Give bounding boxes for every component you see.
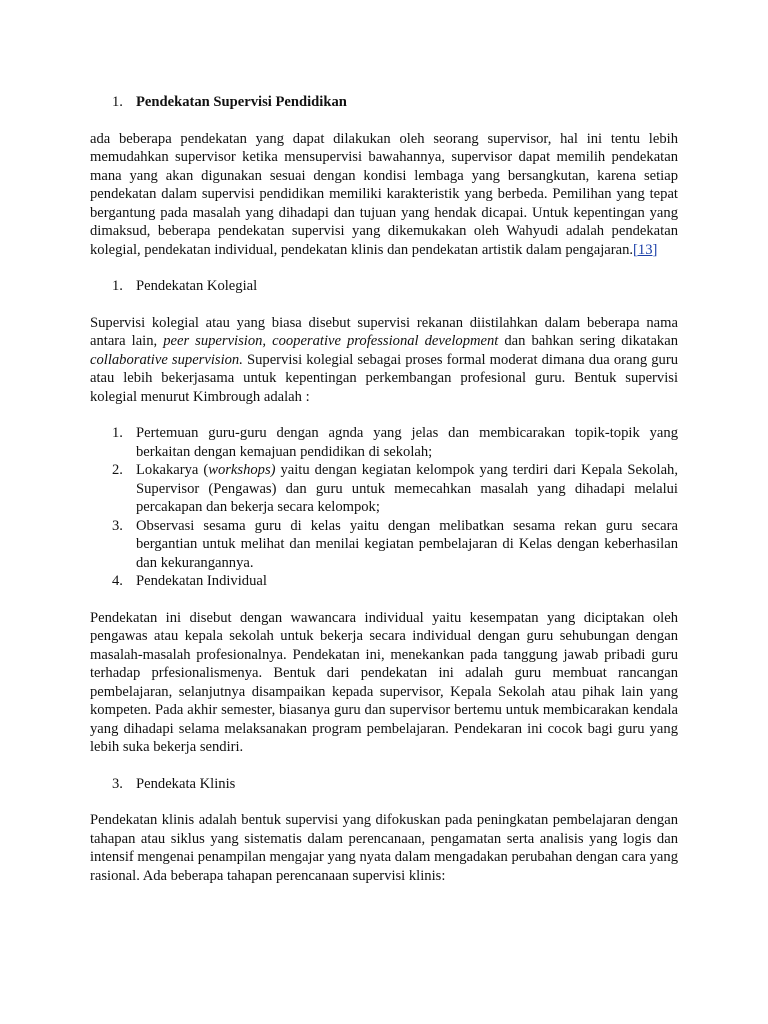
individual-paragraph: Pendekatan ini disebut dengan wawancara individual yaitu kesempatan yang diciptakan oleh pengawas atau kepala sekolah untuk bekerja secara individual dengan guru sehubungan dengan masalah-masalah profesionalnya. Pendekatan ini, menekankan pada tanggung jawab pribadi guru terhadap prfesionalismenya. Bentuk dari pendekatan ini adalah guru membuat rancangan pembelajaran, selanjutnya disampaikan kepada supervisor, Kepala Sekolah atau pihak lain yang kompeten. Pada akhir semester, biasanya guru dan supervisor bertemu untuk membicarakan kendala yang dihadapi selama melaksanakan program pembelajaran. Pendekaran ini cocok bagi guru yang lebih suka bekerja sendiri.: [90, 609, 678, 755]
list-item-text: [136, 461, 678, 517]
list-item-number: 3.: [112, 517, 123, 534]
list-item-text: Observasi sesama guru di kelas yaitu dengan melibatkan sesama rekan guru secara bergantian untuk melihat dan menilai kegiatan pembelajaran di Kelas dengan keberhasilan dan kekurangannya.: [136, 517, 678, 571]
section-heading-supervisi: [112, 93, 678, 112]
kolegial-text-1: Supervisi kolegial atau yang biasa disebut supervisi rekanan diistilahkan dalam beberapa nama antara lain,: [90, 314, 678, 349]
list-item-text-italic: workshops): [208, 462, 276, 478]
list-item-number: 1.: [112, 425, 123, 441]
section-title: Pendekata Klinis: [136, 775, 236, 792]
section-title: Pendekatan Kolegial: [136, 278, 258, 294]
intro-paragraph: [90, 130, 678, 260]
list-item-text: Pendekatan Individual: [136, 573, 267, 589]
list-item: [90, 517, 678, 573]
kolegial-text-3: Supervisi kolegial sebagai proses formal moderat dimana dua orang guru atau lebih bekerjasama untuk kepentingan perkembangan profesional guru. Bentuk supervisi kolegial menurut Kimbrough adalah :: [90, 351, 678, 405]
list-item: [90, 572, 678, 591]
klinis-paragraph: Pendekatan klinis adalah bentuk supervisi yang difokuskan pada peningkatan pembelajaran dengan tahapan atau siklus yang sistematis dalam perencanaan, pengamatan serta analisis yang logis dan intensif mengenai penampilan mengajar yang nyata dalam mengadakan perubahan dengan cara yang rasional. Ada beberapa tahapan perencanaan supervisi klinis:: [90, 812, 678, 884]
kolegial-text-2: dan bahkan sering dikatakan: [498, 333, 678, 349]
kolegial-list: [90, 424, 678, 591]
section-number: 1.: [112, 278, 123, 294]
list-item-text-a: Lokakarya (: [136, 462, 209, 478]
list-item-number: 4.: [112, 573, 123, 589]
section-title: Pendekatan Supervisi Pendidikan: [136, 94, 347, 110]
section-heading-kolegial: [112, 277, 678, 296]
kolegial-paragraph: [90, 314, 678, 407]
list-item: [90, 424, 678, 461]
list-item-number: 2.: [112, 462, 123, 478]
section-number: 1.: [112, 94, 123, 110]
section-heading-klinis: [112, 775, 678, 794]
list-item-text: Pertemuan guru-guru dengan agnda yang jelas dan membicarakan topik-topik yang berkaitan dengan kemajuan pendidikan di sekolah;: [136, 425, 678, 460]
citation-link[interactable]: [13]: [633, 241, 658, 258]
intro-text: ada beberapa pendekatan yang dapat dilakukan oleh seorang supervisor, hal ini tentu lebih memudahkan supervisor ketika mensupervisi bawahannya, supervisor dapat memilih pendekatan mana yang akan digunakan sesuai dengan kondisi lembaga yang bersangkutan, karena setiap pendekatan dalam supervisi pendidikan memiliki karakteristik yang berbeda. Pemilihan yang tepat bergantung pada masalah yang dihadapi dan tujuan yang hendak dicapai. Untuk kepentingan yang dimaksud, beberapa pendekatan supervisi yang dikemukakan oleh Wahyudi adalah pendekatan kolegial, pendekatan individual, pendekatan klinis dan pendekatan artistik dalam pengajaran.: [90, 130, 678, 258]
section-number: 3.: [112, 775, 123, 792]
list-item: [90, 461, 678, 517]
kolegial-italic-1: peer supervision, cooperative professional development: [163, 333, 499, 349]
kolegial-italic-2: collaborative supervision.: [90, 351, 243, 368]
list-item-text-b: yaitu dengan kegiatan kelompok yang terdiri dari Kepala Sekolah, Supervisor (Pengawas) dan guru untuk memecahkan masalah yang dihadapi melalui percakapan dan bekerja secara kelompok;: [136, 462, 678, 515]
